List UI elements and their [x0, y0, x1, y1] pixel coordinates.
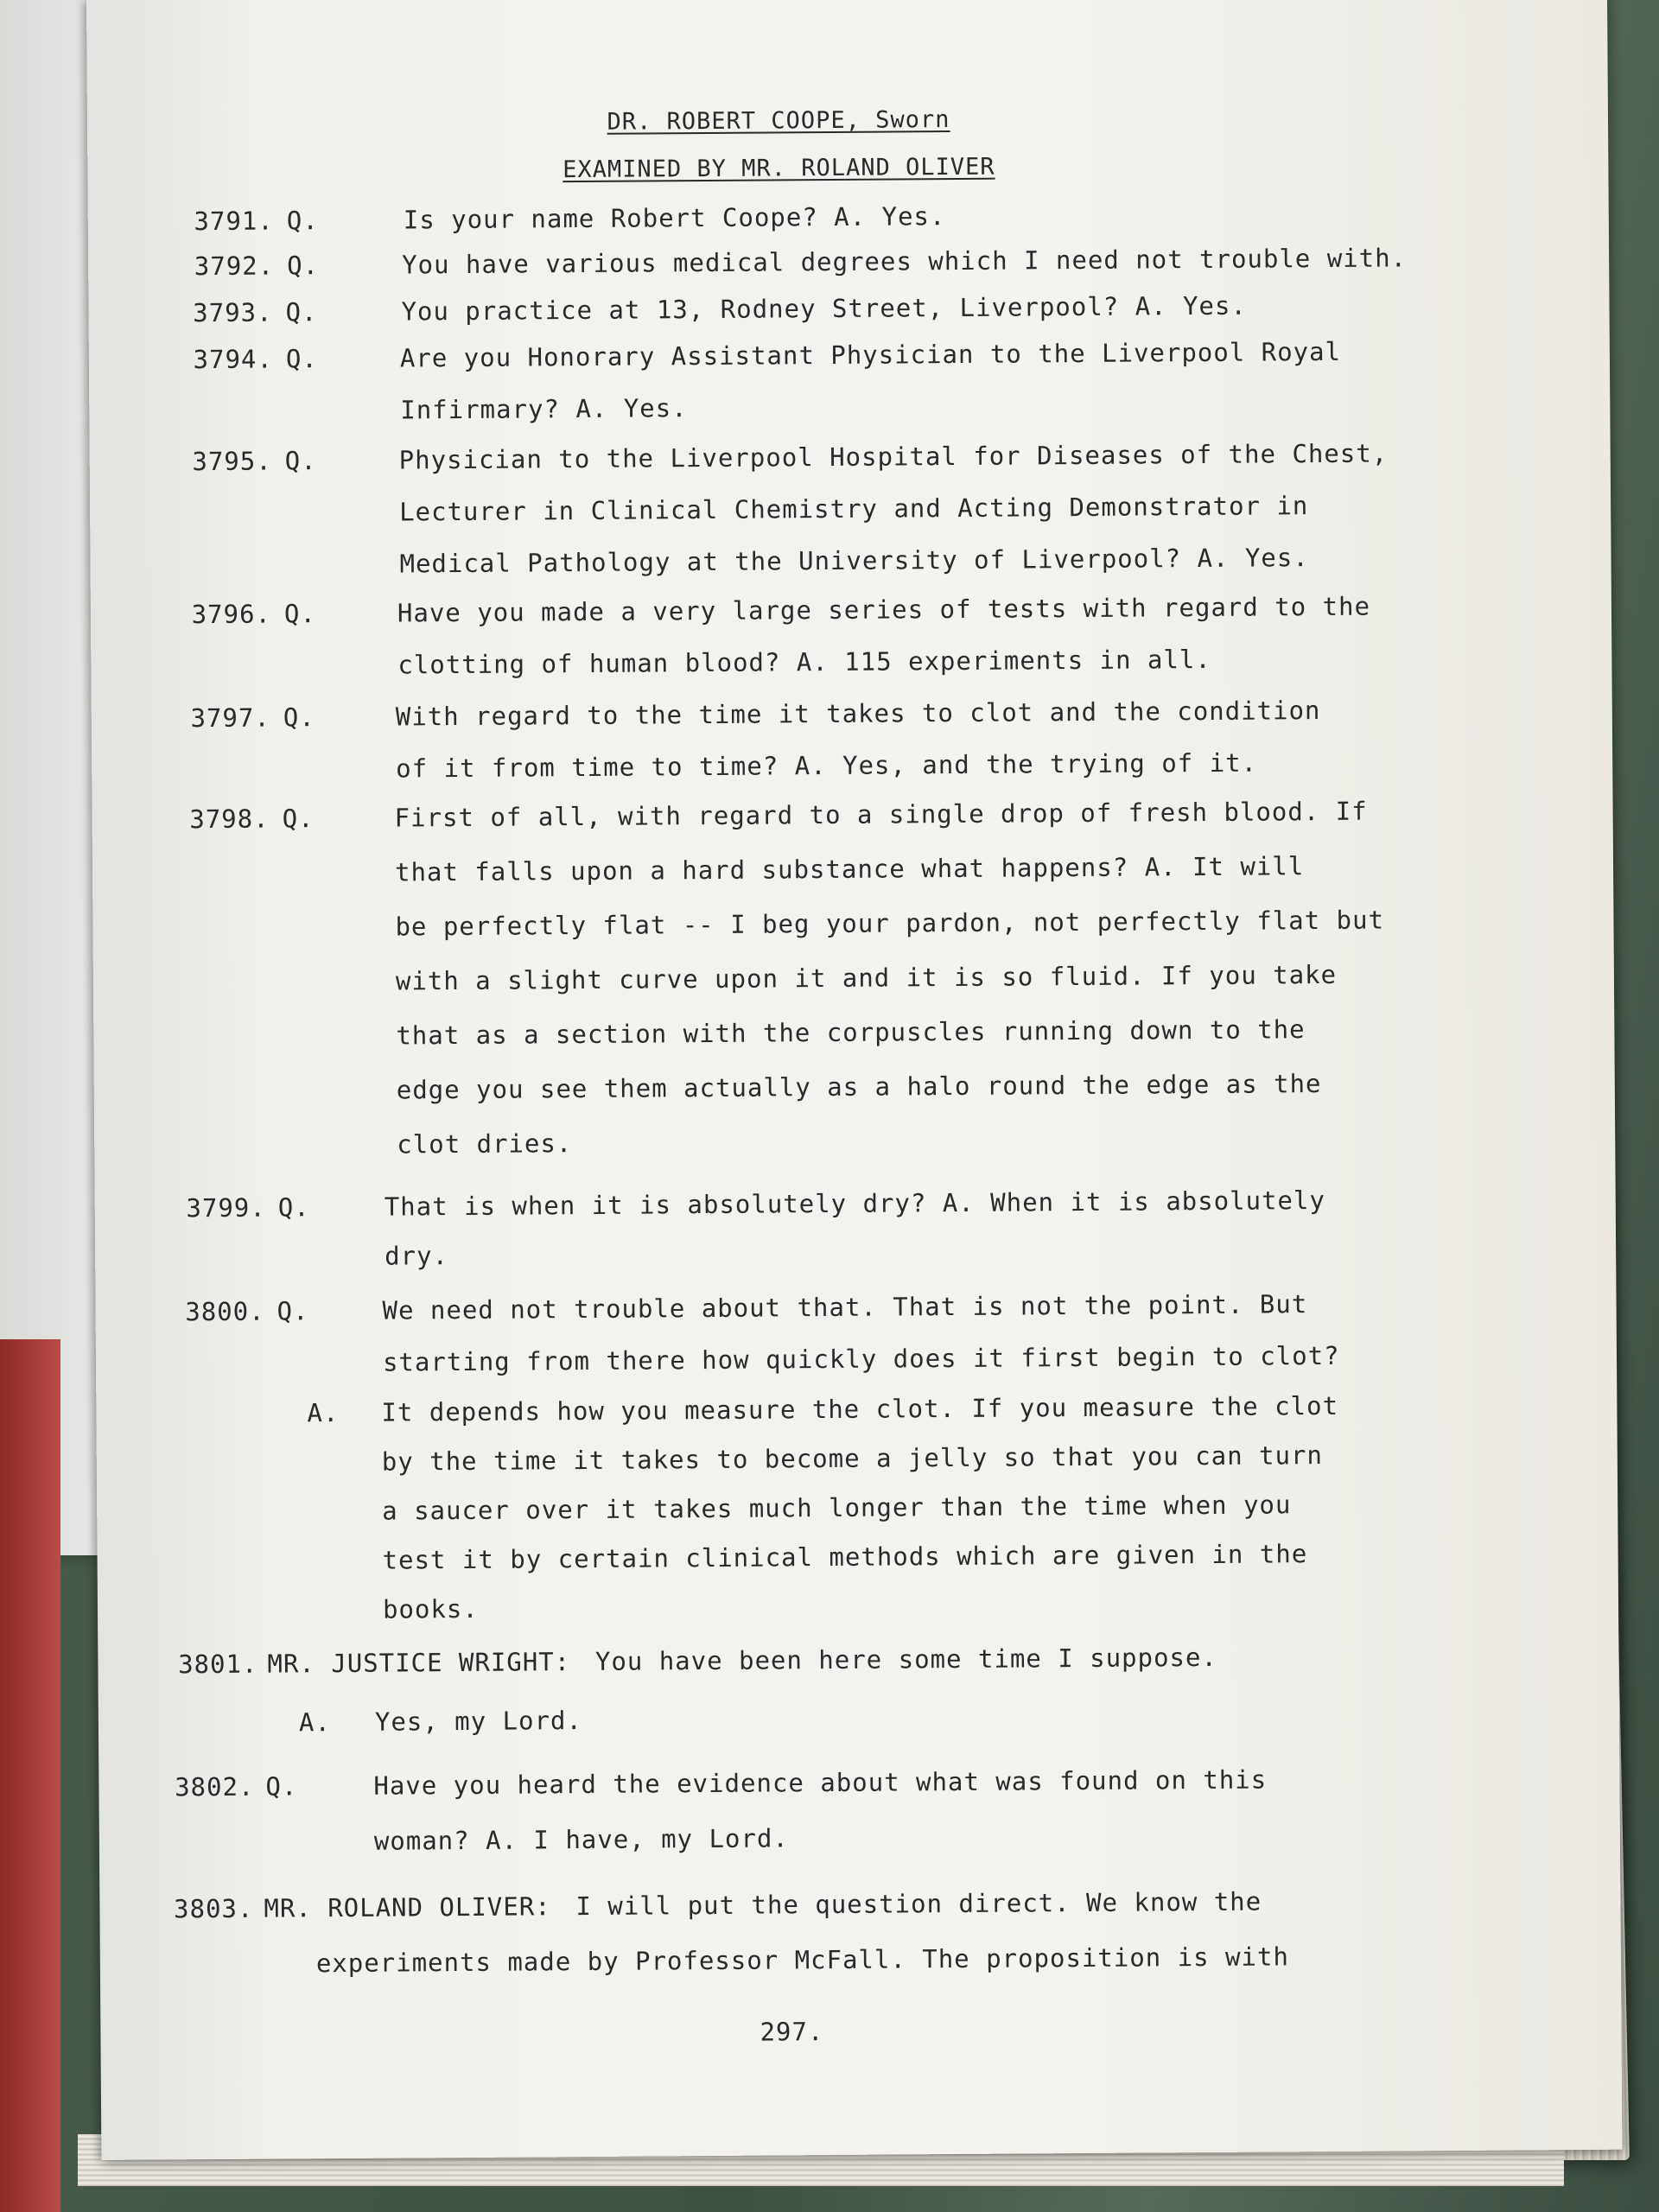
entry-number: 3796. — [191, 599, 272, 630]
entry-text-line: that falls upon a hard substance what happens? A. It will — [394, 851, 1305, 887]
entry-speaker: Q. — [277, 1192, 310, 1223]
entry-number: 3798. — [189, 804, 270, 835]
entry-speaker: Q. — [284, 446, 317, 476]
entry-text-line: Medical Pathology at the University of Liverpool? A. Yes. — [399, 543, 1309, 579]
entry-speaker: Q. — [286, 206, 319, 236]
entry-number: 3802. — [175, 1771, 255, 1802]
entry-text-line: You practice at 13, Rodney Street, Liverpool? A. Yes. — [401, 290, 1247, 327]
entry-text-line: I will put the question direct. We know the — [575, 1886, 1262, 1922]
entry-speaker: Q. — [283, 599, 317, 629]
entry-speaker: A. — [307, 1397, 340, 1428]
transcript-sheet — [86, 0, 1622, 2160]
witness-heading: DR. ROBERT COOPE, Sworn — [607, 106, 950, 136]
entry-text-line: Is your name Robert Coope? A. Yes. — [403, 201, 946, 235]
entry-speaker: Q. — [276, 1296, 309, 1326]
entry-text-line: That is when it is absolutely dry? A. When it is absolutely — [384, 1185, 1325, 1222]
entry-text-line: We need not trouble about that. That is not the point. But — [382, 1289, 1308, 1325]
entry-speaker: Q. — [285, 297, 318, 327]
entry-speaker: Q. — [285, 344, 318, 374]
entry-number: 3799. — [186, 1192, 266, 1224]
entry-text-line: that as a section with the corpuscles running down to the — [396, 1014, 1306, 1051]
entry-speaker: Q. — [283, 702, 315, 733]
entry-text-line: clot dries. — [397, 1128, 573, 1160]
entry-speaker: Q. — [287, 251, 320, 281]
entry-text-line: Physician to the Liverpool Hospital for Diseases of the Chest, — [398, 438, 1389, 475]
entry-text-line: dry. — [385, 1241, 449, 1271]
entry-text-line: by the time it takes to become a jelly so that you can turn — [381, 1440, 1324, 1477]
page-number: 297. — [760, 2017, 824, 2047]
entry-number: 3794. — [193, 344, 274, 375]
entry-number: 3800. — [185, 1296, 265, 1327]
entry-speaker: MR. ROLAND OLIVER: — [264, 1891, 551, 1923]
entry-number: 3791. — [194, 206, 274, 237]
entry-number: 3795. — [192, 446, 272, 477]
entry-text-line: Infirmary? A. Yes. — [400, 393, 688, 425]
entry-text-line: First of all, with regard to a single drop of fresh blood. If — [394, 796, 1368, 833]
entry-number: 3793. — [193, 297, 273, 328]
entry-text-line: With regard to the time it takes to clot and the condition — [395, 696, 1321, 732]
entry-text-line: clotting of human blood? A. 115 experiments in all. — [397, 644, 1211, 680]
entry-number: 3797. — [190, 702, 270, 734]
entry-text-line: woman? A. I have, my Lord. — [373, 1823, 789, 1856]
entry-speaker: Q. — [282, 804, 315, 834]
entry-text-line: edge you see them actually as a halo round the edge as the — [396, 1069, 1322, 1105]
entry-speaker: A. — [298, 1707, 331, 1738]
entry-text-line: It depends how you measure the clot. If you measure the clot — [381, 1390, 1339, 1427]
entry-text-line: books. — [382, 1593, 479, 1624]
entry-text-line: Are you Honorary Assistant Physician to the Liverpool Royal — [399, 336, 1342, 373]
entry-text-line: You have been here some time I suppose. — [594, 1642, 1217, 1676]
entry-text-line: a saucer over it takes much longer than the time when you — [382, 1490, 1292, 1526]
examination-heading: EXAMINED BY MR. ROLAND OLIVER — [563, 153, 995, 184]
transcript-page — [86, 0, 1622, 2160]
entry-text-line: starting from there how quickly does it first begin to clot? — [382, 1340, 1340, 1377]
entry-speaker: Q. — [265, 1771, 298, 1802]
entry-number: 3792. — [194, 251, 275, 282]
entry-number: 3803. — [173, 1893, 254, 1924]
entry-text-line: Have you heard the evidence about what was found on this — [373, 1764, 1268, 1801]
entry-speaker: MR. JUSTICE WRIGHT: — [267, 1647, 571, 1679]
entry-text-line: Have you made a very large series of tests with regard to the — [397, 591, 1371, 628]
entry-text-line: with a slight curve upon it and it is so fluid. If you take — [395, 959, 1338, 996]
entry-text-line: be perfectly flat -- I beg your pardon, not perfectly flat but — [395, 905, 1385, 942]
entry-text-line: Lecturer in Clinical Chemistry and Acting Demonstrator in — [399, 491, 1309, 527]
entry-text-line: Yes, my Lord. — [374, 1706, 583, 1737]
entry-number: 3801. — [178, 1649, 258, 1680]
binder-red-edge — [0, 1339, 60, 2212]
entry-text-line: test it by certain clinical methods which are given in the — [382, 1539, 1308, 1575]
entry-text-line: of it from time to time? A. Yes, and the trying of it. — [396, 747, 1258, 784]
entry-text-line: You have various medical degrees which I need not trouble with. — [402, 243, 1408, 280]
entry-text-line: experiments made by Professor McFall. The proposition is with — [315, 1942, 1289, 1979]
